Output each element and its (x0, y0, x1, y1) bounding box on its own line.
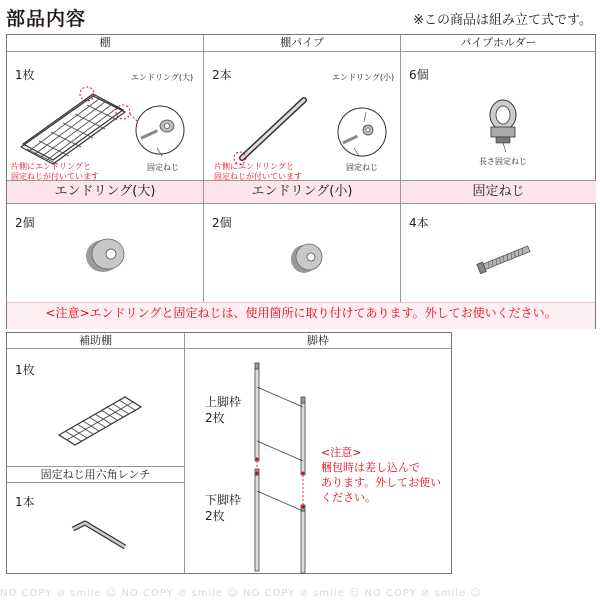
count-endring-large: 2個 (15, 216, 35, 230)
callout-endring-large: エンドリング(大) (131, 73, 194, 82)
note-pipe-2: 固定ねじが付いています (214, 172, 302, 181)
note-pipe-1: 片側にエンドリングと (214, 162, 294, 171)
count-sub-shelf: 1枚 (15, 363, 35, 377)
hex-wrench-illustration (7, 483, 185, 573)
cell-wrench (7, 483, 185, 573)
lower-leg-count: 2枚 (205, 509, 225, 523)
cell-pipe-holder (401, 52, 596, 181)
count-pipe-holder: 6個 (409, 68, 429, 82)
page-title: 部品内容 (6, 8, 87, 30)
header-shelf: 棚 (7, 35, 204, 52)
count-endring-small: 2個 (212, 216, 232, 230)
legs-note-line3: ください。 (321, 491, 376, 504)
count-wrench: 1本 (15, 495, 35, 509)
endring-small-illustration (204, 204, 401, 302)
header-legs: 脚枠 (185, 333, 451, 349)
count-fixing-screw: 4本 (409, 216, 429, 230)
header-fixing-screw: 固定ねじ (401, 181, 596, 204)
count-shelf: 1枚 (15, 68, 35, 82)
count-shelf-pipe: 2本 (212, 68, 232, 82)
screw-label-holder: 長さ固定ねじ (479, 157, 527, 166)
cell-shelf (7, 52, 204, 181)
note-shelf-2: 固定ねじが付いています (11, 172, 99, 181)
assembly-note: ※この商品は組み立て式です。 (413, 13, 592, 28)
parts-table-top (6, 34, 596, 329)
fixing-screw-illustration (401, 204, 596, 302)
cell-shelf-pipe (204, 52, 401, 181)
watermark: NO COPY ⊘ smile ☺ NO COPY ⊘ smile ☺ NO COPY ⊘ smile ☺ NO COPY ⊘ smile ☺ (0, 588, 482, 599)
legs-note-line2: あります。外してお使い (321, 476, 442, 489)
legs-note-line1: 梱包時は差し込んで (321, 461, 420, 474)
lower-leg-label: 下脚枠 (205, 493, 242, 507)
cell-sub-shelf (7, 349, 185, 467)
screw-label-shelf: 固定ねじ (147, 163, 179, 172)
cell-endring-small (204, 204, 401, 302)
upper-leg-count: 2枚 (205, 411, 225, 425)
cell-endring-large (7, 204, 204, 302)
parts-table-bottom (6, 332, 452, 574)
legs-note (321, 445, 441, 505)
header-shelf-pipe: 棚パイプ (204, 35, 401, 52)
note-shelf-1: 片側にエンドリングと (11, 162, 91, 171)
cell-fixing-screw (401, 204, 596, 302)
screw-label-pipe: 固定ねじ (346, 163, 378, 172)
header-endring-small: エンドリング(小) (204, 181, 401, 204)
callout-endring-small: エンドリング(小) (332, 73, 395, 82)
sub-shelf-illustration (7, 349, 185, 467)
legs-note-title: <注意> (321, 446, 362, 459)
header-pipe-holder: パイプホルダー (401, 35, 596, 52)
upper-leg-label: 上脚枠 (205, 395, 242, 409)
endring-large-illustration (7, 204, 204, 302)
header-wrench: 固定ねじ用六角レンチ (7, 467, 185, 483)
caution-main: <注意>エンドリングと固定ねじは、使用箇所に取り付けてあります。外してお使いください。 (45, 306, 557, 320)
header-sub-shelf: 補助棚 (7, 333, 185, 349)
cell-legs (185, 349, 451, 573)
header-endring-large: エンドリング(大) (7, 181, 204, 204)
